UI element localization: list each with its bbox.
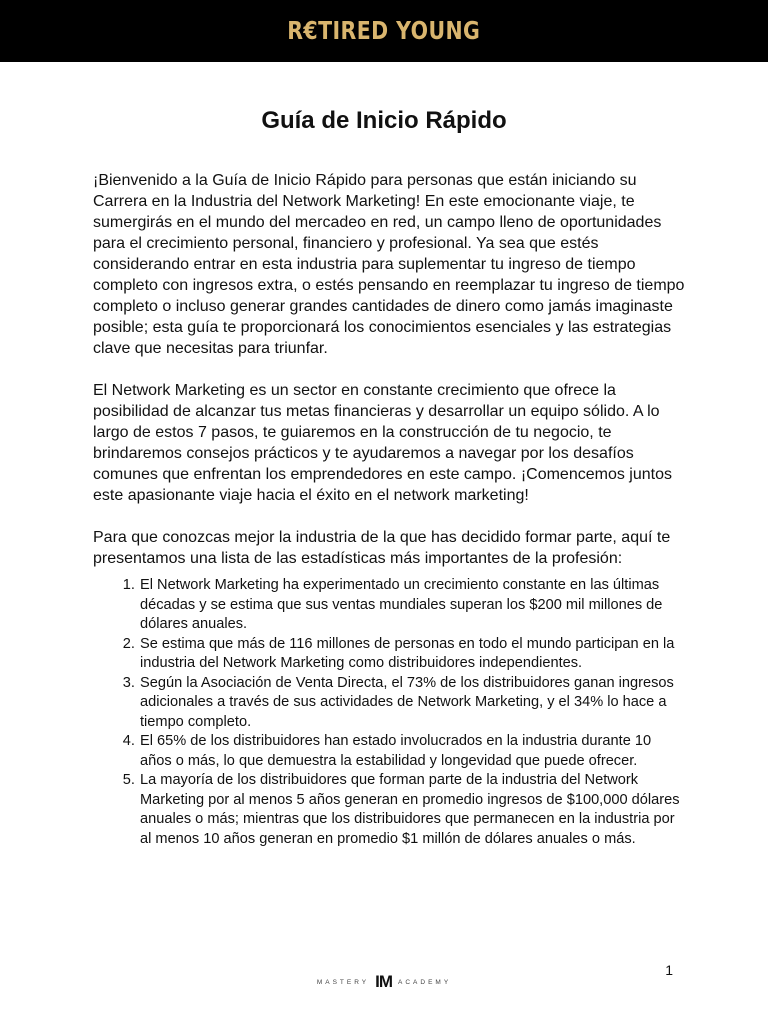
list-item: 2. Se estima que más de 116 millones de personas en todo el mundo participan en la industria del Network Marketing como distribuidores independientes.: [139, 635, 685, 674]
statistics-list: [93, 576, 685, 849]
intro-paragraph: ¡Bienvenido a la Guía de Inicio Rápido para personas que están iniciando su Carrera en la Industria del Network Marketing! En este emocionante viaje, te sumergirás en el mundo del mercadeo en red, un campo lleno de oportunidades para el crecimiento personal, financiero y profesional. Ya sea que estés considerando entrar en esta industria para suplementar tu ingreso de tiempo completo con ingresos extra, o estés pensando en reemplazar tu ingreso de tiempo completo o incluso generar grandes cantidades de dinero como jamás imaginaste posible; esta guía te proporcionará los conocimientos esenciales y las estrategias clave que necesitas para triunfar.: [93, 172, 685, 357]
top-banner: [0, 0, 768, 62]
list-item: 1. El Network Marketing ha experimentado un crecimiento constante en las últimas décadas y se estima que sus ventas mundiales superan los $200 mil millones de dólares anuales.: [139, 576, 685, 635]
stats-intro-paragraph: Para que conozcas mejor la industria de la que has decidido formar parte, aquí te presentamos una lista de las estadísticas más importantes de la profesión:: [93, 529, 671, 567]
list-item: 5. La mayoría de los distribuidores que forman parte de la industria del Network Marketing por al menos 5 años generan en promedio ingresos de $100,000 dólares anuales o más; mientras que los distribuidores que permanecen en la industria por al menos 10 años generan en promedio $1 millón de dólares anuales o más.: [139, 771, 685, 849]
footer-word-left: MASTERY: [316, 978, 370, 986]
document-body: [93, 170, 685, 849]
list-item: 3. Según la Asociación de Venta Directa, el 73% de los distribuidores ganan ingresos adicionales a través de sus actividades de Network Marketing, y el 34% lo hace a tiempo completo.: [139, 674, 685, 733]
footer-word-right: ACADEMY: [398, 978, 452, 986]
footer-logo: [0, 972, 768, 992]
network-marketing-paragraph: El Network Marketing es un sector en constante crecimiento que ofrece la posibilidad de alcanzar tus metas financieras y desarrollar un equipo sólido. A lo largo de estos 7 pasos, te guiaremos en la construcción de tu negocio, te brindaremos consejos prácticos y te ayudaremos a navegar por los desafíos comunes que enfrentan los emprendedores en este campo. ¡Comencemos juntos este apasionante viaje hacia el éxito en el network marketing!: [93, 382, 672, 504]
academy-logo-icon: IM: [375, 972, 393, 991]
page-number: 1: [665, 962, 673, 978]
brand-logo: R€TIRED YOUNG: [287, 15, 481, 45]
list-item: 4. El 65% de los distribuidores han estado involucrados en la industria durante 10 años o más, lo que demuestra la estabilidad y longevidad que puede ofrecer.: [139, 732, 685, 771]
page-title: Guía de Inicio Rápido: [261, 107, 507, 134]
